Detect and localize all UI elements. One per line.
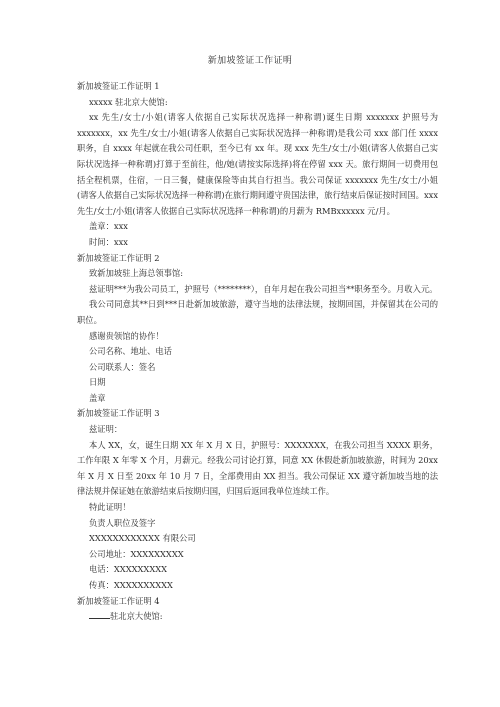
section-1-paragraph: xx 先生/女士/小姐(请客人依据自己实际状况选择一种称谓)诞生日期 xxxxxxx 护照号为 xxxxxxx，xx 先生/女士/小姐(请客人依据自己实际状况选择一种称谓)是我公司 xxx 部门任 xxxx 职务，自 xxxx 年起就在我公司任职，至今已有 xx 年。现 xxx 先生/女士/小姐(请客人依据自己实际状况选择一种称谓)打算于至前往，他/她(请按实际选择)将在停留 xxx 天。旅行期间一切费用包括全程机票，住宿，一日三餐，健康保险等由其自行担当。我公司保证 xxxxxxx 先生/女士/小姐(请客人依据自己实际状况选择一种称谓)在旅行期间遵守贵国法律，旅行结束后保证按时回国。xxx 先生/女士/小姐(请客人依据自己实际状况选择一种称谓)的月薪为 RMBxxxxxx 元/月。: [77, 112, 438, 216]
section-3-addressee: 兹证明：: [89, 424, 123, 435]
section-4-heading: 新加坡签证工作证明 4: [77, 595, 160, 606]
section-2-heading: 新加坡签证工作证明 2: [77, 252, 160, 263]
section-3-address: 公司地址：XXXXXXXXX: [89, 548, 184, 559]
section-1-time: 时间：xxx: [89, 236, 128, 247]
section-4-addressee-line: [77, 609, 438, 625]
section-1-heading: 新加坡签证工作证明 1: [77, 81, 160, 91]
section-3-fax: 传真：XXXXXXXXXX: [89, 580, 173, 590]
section-3-responsible: 负责人职位及签字: [89, 517, 156, 528]
section-1-addressee: xxxxx 驻北京大使馆:: [89, 96, 168, 107]
section-2-paragraph-1: 兹证明***为我公司员工，护照号（********），自年月起在我公司担当**职务至今。月收入元。: [89, 283, 438, 294]
section-3-heading: 新加坡签证工作证明 3: [77, 408, 160, 419]
section-4-addressee: 驻北京大使馆:: [110, 611, 163, 622]
section-2-seal: 盖章: [89, 392, 106, 403]
section-2-addressee: 致新加坡驻上海总领事馆:: [89, 268, 184, 279]
section-3-phone: 电话：XXXXXXXXX: [89, 564, 168, 575]
section-2-thanks: 感谢贵领馆的协作！: [89, 330, 164, 341]
section-2-company: 公司名称、地址、电话: [89, 346, 172, 357]
section-2-date: 日期: [89, 377, 106, 388]
section-2-contact: 公司联系人：签名: [89, 361, 156, 372]
document-body: [77, 79, 438, 625]
section-3-special: 特此证明！: [89, 502, 131, 513]
blank-underline: [89, 610, 110, 619]
section-3-company: XXXXXXXXXXXX 有限公司: [89, 533, 196, 544]
section-1-seal: 盖章：xxx: [89, 221, 128, 232]
section-2-paragraph-2: 我公司同意其**日到***日赴新加坡旅游，遵守当地的法律法规，按期回国，并保留其在公司的职位。: [77, 299, 438, 325]
document-title: 新加坡签证工作证明: [207, 56, 293, 66]
section-3-paragraph: 本人 XX，女，诞生日期 XX 年 X 月 X 日，护照号：XXXXXXX，在我公司担当 XXXX 职务，工作年限 X 年零 X 个月，月薪元。经我公司讨论打算，同意 XX 休假赴新加坡旅游，时间为 20xx 年 X 月 X 日至 20xx 年 10 月 7 日，全部费用由 XX 担当。我公司保证 XX 遵守新加坡当地的法律法规并保证她在旅游结束后按期归国，归国后返回我单位连续工作。: [77, 439, 438, 497]
